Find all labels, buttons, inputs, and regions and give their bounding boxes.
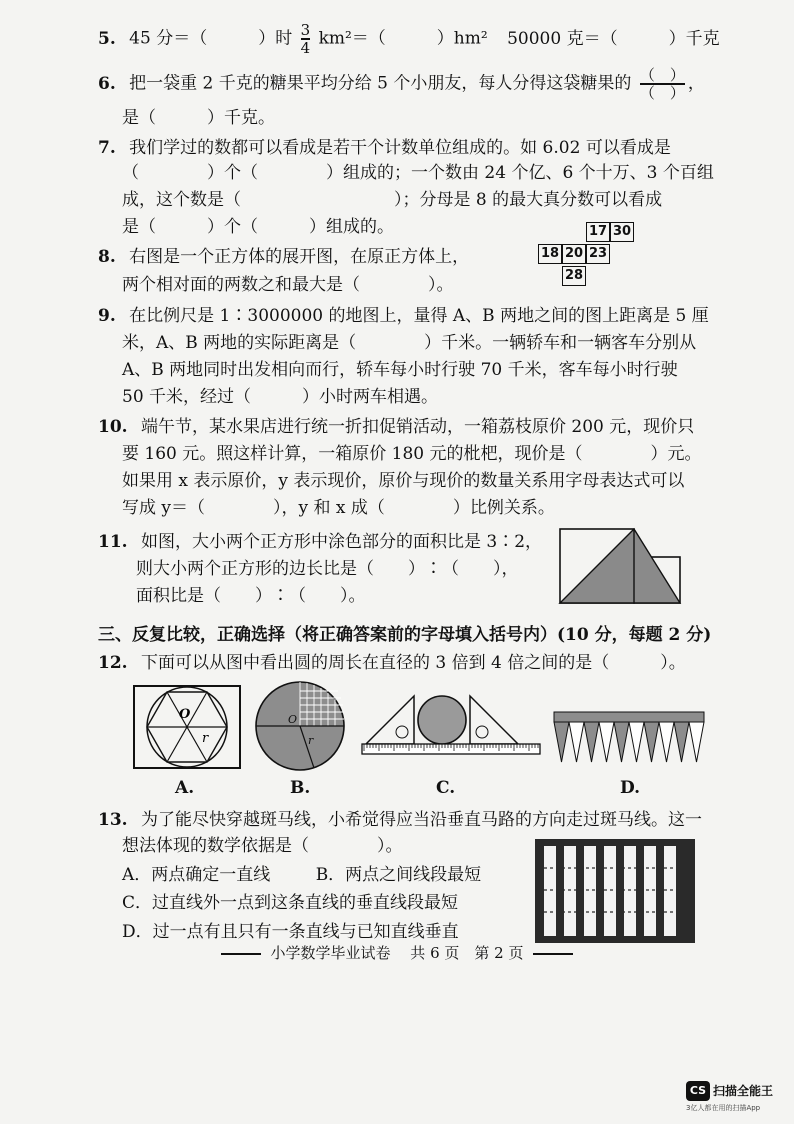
q7-line4: 是（ ）个（ ）组成的。 xyxy=(122,217,394,237)
q5-part-c: 50000 克＝（ ）千克 xyxy=(507,28,720,49)
page-footer xyxy=(0,942,794,963)
radius-label: r xyxy=(202,731,209,746)
option-c-label: C. xyxy=(436,778,456,798)
crosswalk-stripe xyxy=(564,846,576,936)
question-13 xyxy=(98,806,702,834)
watermark-name: 扫描全能王 xyxy=(713,1084,774,1098)
q7-line2: （ ）个（ ）组成的；一个数由 24 个亿、6 个十万、3 个百组 xyxy=(122,163,714,183)
question-9 xyxy=(98,302,709,330)
fraction-blank xyxy=(640,68,685,100)
question-number: 8. xyxy=(98,247,116,267)
sector-strip xyxy=(554,722,704,762)
cube-face: 17 xyxy=(586,222,610,242)
q6-line2: 是（ ）千克。 xyxy=(122,108,275,128)
fraction xyxy=(301,23,311,55)
q13-line2: 想法体现的数学依据是（ ）。 xyxy=(122,836,403,856)
q10-line2: 要 160 元。照这样计算，一箱原价 180 元的枇杷，现价是（ ）元。 xyxy=(122,444,702,464)
question-number: 11. xyxy=(98,532,128,552)
q7-line1: 我们学过的数都可以看成是若干个计数单位组成的。如 6.02 可以看成是 xyxy=(129,138,671,158)
q9-line1: 在比例尺是 1∶3000000 的地图上，量得 A、B 两地之间的图上距离是 5 厘 xyxy=(129,306,709,326)
section-3-heading: 三、反复比较，正确选择（将正确答案前的字母填入括号内）(10 分，每题 2 分) xyxy=(98,625,712,645)
q10-line3: 如果用 x 表示原价，y 表示现价，原价与现价的数量关系用字母表达式可以 xyxy=(122,471,685,491)
option-c-figure xyxy=(360,684,544,756)
crosswalk-stripe xyxy=(544,846,556,936)
cube-face: 28 xyxy=(562,266,586,286)
q5-part-b: km²＝（ ）hm² xyxy=(318,28,488,49)
cube-net-figure xyxy=(538,222,634,286)
option-b-label: B. xyxy=(290,778,311,798)
q6-line1: 把一袋重 2 千克的糖果平均分给 5 个小朋友，每人分得这袋糖果的 xyxy=(129,73,632,94)
radius-label: r xyxy=(308,734,314,747)
cube-face: 20 xyxy=(562,244,586,264)
question-5 xyxy=(98,23,720,55)
footer-text: 小学数学毕业试卷 共 6 页 第 2 页 xyxy=(270,944,524,962)
sector-piece xyxy=(584,722,599,762)
sector-piece xyxy=(599,722,614,762)
option-a-label: A. xyxy=(175,778,195,798)
cube-face: 30 xyxy=(610,222,634,242)
cube-face: 18 xyxy=(538,244,562,264)
option-d-label: D. xyxy=(620,778,641,798)
center-label: O xyxy=(288,713,298,726)
sector-piece xyxy=(674,722,689,762)
q8-line1: 右图是一个正方体的展开图，在原正方体上， xyxy=(129,247,470,267)
cube-face: 23 xyxy=(586,244,610,264)
camscanner-logo-icon: CS xyxy=(686,1081,710,1101)
q10-line1: 端午节，某水果店进行统一折扣促销活动，一箱荔枝原价 200 元，现价只 xyxy=(140,417,695,437)
sector-piece xyxy=(569,722,584,762)
q9-line3: A、B 两地同时出发相向而行，轿车每小时行驶 70 千米，客车每小时行驶 xyxy=(122,360,678,380)
question-number: 13. xyxy=(98,810,128,830)
question-number: 5. xyxy=(98,28,116,49)
sector-piece xyxy=(644,722,659,762)
question-6 xyxy=(98,68,705,100)
fraction-numerator: 3 xyxy=(300,21,311,39)
q11-line2: 则大小两个正方形的边长比是（ ）∶（ ）， xyxy=(136,559,519,579)
question-number: 6. xyxy=(98,73,116,94)
q9-line2: 米，A、B 两地的实际距离是（ ）千米。一辆轿车和一辆客车分别从 xyxy=(122,333,697,353)
question-number: 9. xyxy=(98,306,116,326)
fraction-numerator: （ ） xyxy=(639,66,685,84)
q13-line1: 为了能尽快穿越斑马线，小希觉得应当沿垂直马路的方向走过斑马线。这一 xyxy=(140,810,702,830)
crosswalk-figure xyxy=(534,838,696,944)
q13-options-ab xyxy=(122,861,481,889)
fraction-denominator: 4 xyxy=(300,39,311,57)
q5-part-a: 45 分＝（ ）时 xyxy=(129,28,293,49)
q10-line4: 写成 y＝（ ），y 和 x 成（ ）比例关系。 xyxy=(122,498,555,518)
q6-line1-end: ， xyxy=(687,73,705,94)
center-label: O xyxy=(179,707,191,722)
q12-text: 下面可以从图中看出圆的周长在直径的 3 倍到 4 倍之间的是（ ）。 xyxy=(140,653,686,673)
option-d: D．过一点有且只有一条直线与已知直线垂直 xyxy=(122,922,459,942)
sector-piece xyxy=(614,722,629,762)
crosswalk-stripe xyxy=(584,846,596,936)
q8-line2: 两个相对面的两数之和最大是（ ）。 xyxy=(122,275,454,295)
question-11 xyxy=(98,528,542,556)
fraction-denominator: （ ） xyxy=(639,84,685,102)
question-number: 10. xyxy=(98,417,128,437)
q11-line3: 面积比是（ ）∶（ ）。 xyxy=(136,586,366,606)
sector-piece xyxy=(689,722,704,762)
crosswalk-stripe xyxy=(664,846,676,936)
question-10 xyxy=(98,413,694,441)
sector-piece xyxy=(554,722,569,762)
option-d-figure xyxy=(552,706,708,766)
q7-line3: 成，这个数是（ ）；分母是 8 的最大真分数可以看成 xyxy=(122,190,663,210)
q9-line4: 50 千米，经过（ ）小时两车相遇。 xyxy=(122,387,439,407)
sector-piece xyxy=(629,722,644,762)
option-a: A．两点确定一直线 xyxy=(122,865,271,885)
question-7 xyxy=(98,134,671,162)
q11-line1: 如图，大小两个正方形中涂色部分的面积比是 3∶2， xyxy=(140,532,543,552)
two-squares-figure xyxy=(558,527,682,607)
scanner-watermark xyxy=(686,1080,792,1113)
crosswalk-stripe xyxy=(624,846,636,936)
question-number: 7. xyxy=(98,138,116,158)
sector-piece xyxy=(659,722,674,762)
crosswalk-stripe xyxy=(644,846,656,936)
option-c: C．过直线外一点到这条直线的垂直线段最短 xyxy=(122,893,459,913)
question-number: 12. xyxy=(98,653,128,673)
watermark-subtitle: 3亿人都在用的扫描App xyxy=(686,1103,761,1112)
question-12 xyxy=(98,649,686,677)
option-a-figure xyxy=(132,684,244,770)
crosswalk-stripe xyxy=(604,846,616,936)
question-8 xyxy=(98,243,469,271)
option-b-figure xyxy=(250,680,354,772)
option-b: B．两点之间线段最短 xyxy=(315,865,482,885)
